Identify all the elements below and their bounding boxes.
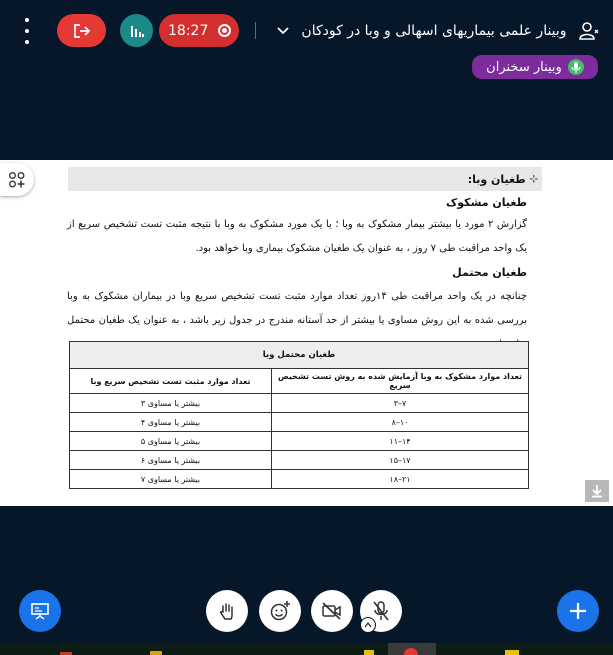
section-title: طغیان وبا: bbox=[467, 172, 526, 186]
mic-off-icon bbox=[371, 600, 391, 622]
section-title-bar bbox=[68, 167, 542, 191]
taskbar bbox=[0, 643, 613, 655]
plus-icon bbox=[568, 601, 588, 621]
recording-button[interactable] bbox=[159, 14, 239, 47]
leave-icon bbox=[73, 23, 91, 39]
taskbar-app-icon bbox=[364, 650, 374, 655]
table-cell: ۱۷–۱۵ bbox=[271, 451, 528, 470]
speaker-badge-label: وبینار سخنران bbox=[486, 59, 562, 75]
raise-hand-button[interactable] bbox=[206, 590, 248, 632]
table-header-cell: تعداد موارد مشکوک به وبا آزمایش شده به روش تست تشخیص سریع bbox=[271, 369, 528, 394]
table-cell: ۲۱–۱۸ bbox=[271, 470, 528, 489]
table-cell: ۱۴–۱۱ bbox=[271, 432, 528, 451]
table-cell: بیشتر یا مساوی ۴ bbox=[70, 413, 272, 432]
recording-timer: 18:27 bbox=[168, 22, 209, 39]
outbreak-table bbox=[69, 341, 529, 489]
suspected-text: گزارش ۲ مورد یا بیشتر بیمار مشکوک به وبا ؛ یا یک مورد مشکوک به وبا با نتیجه مثبت تست تشخیص سریع از یک واحد مراقبت طی ۷ روز ، به عنوان یک طغیان مشکوک بیماری وبا خواهد بود. bbox=[67, 219, 527, 254]
meeting-title-area[interactable] bbox=[276, 18, 600, 44]
chevron-down-icon[interactable] bbox=[276, 24, 290, 38]
table-header-cell: تعداد موارد مثبت تست تشخیص سریع وبا bbox=[70, 369, 272, 394]
taskbar-app-icon bbox=[150, 651, 162, 655]
connection-stats-button[interactable] bbox=[120, 14, 153, 47]
table-row bbox=[70, 432, 529, 451]
presentation-button[interactable] bbox=[19, 590, 61, 632]
table-cell: بیشتر یا مساوی ۷ bbox=[70, 470, 272, 489]
suspected-heading: طغیان مشکوک bbox=[446, 196, 527, 209]
top-bar bbox=[0, 0, 613, 75]
audio-options-toggle[interactable] bbox=[360, 617, 376, 633]
table-cell: بیشتر یا مساوی ۶ bbox=[70, 451, 272, 470]
user-icon[interactable] bbox=[578, 20, 600, 42]
table-caption: طغیان محتمل وبا bbox=[70, 342, 529, 369]
table-cell: ۱۰–۸ bbox=[271, 413, 528, 432]
meeting-title: وبینار علمی بیماریهای اسهالی و وبا در کودکان bbox=[301, 23, 567, 39]
shared-document bbox=[0, 160, 613, 506]
table-row bbox=[70, 470, 529, 489]
speaker-badge[interactable] bbox=[472, 55, 598, 79]
mic-icon bbox=[568, 59, 584, 75]
hand-icon bbox=[217, 601, 237, 621]
probable-text: چنانچه در یک واحد مراقبت طی ۱۴روز تعداد موارد مثبت تست تشخیص سریع وبا در بیماران مشکوک به وبا بررسی شده به این روش مساوی یا بیشتر از حد آستانه مندرج در جدول زیر باشد ، به عنوان یک طغیان محتمل bbox=[67, 291, 527, 326]
taskbar-app-icon bbox=[505, 650, 519, 655]
pin-icon: ⊹ bbox=[529, 173, 538, 185]
stats-icon bbox=[129, 23, 145, 39]
table-row bbox=[70, 413, 529, 432]
record-icon bbox=[218, 24, 231, 37]
leave-meeting-button[interactable] bbox=[57, 14, 106, 47]
chrome-icon bbox=[404, 648, 418, 655]
table-row bbox=[70, 451, 529, 470]
download-button[interactable] bbox=[585, 480, 609, 502]
divider bbox=[255, 22, 256, 39]
actions-button[interactable] bbox=[557, 590, 599, 632]
emoji-icon bbox=[269, 600, 291, 622]
camera-off-icon bbox=[321, 602, 343, 620]
table-cell: ۷–۳ bbox=[271, 394, 528, 413]
probable-heading: طغیان محتمل bbox=[452, 266, 527, 279]
camera-button[interactable] bbox=[311, 590, 353, 632]
more-vert-icon[interactable] bbox=[18, 18, 36, 44]
apps-button[interactable] bbox=[0, 163, 34, 196]
download-icon bbox=[590, 484, 604, 498]
presentation-icon bbox=[30, 601, 50, 621]
table-cell: بیشتر یا مساوی ۵ bbox=[70, 432, 272, 451]
table-row bbox=[70, 394, 529, 413]
caret-up-icon bbox=[364, 621, 372, 629]
reactions-button[interactable] bbox=[259, 590, 301, 632]
table-cell: بیشتر یا مساوی ۳ bbox=[70, 394, 272, 413]
apps-icon bbox=[8, 171, 26, 189]
